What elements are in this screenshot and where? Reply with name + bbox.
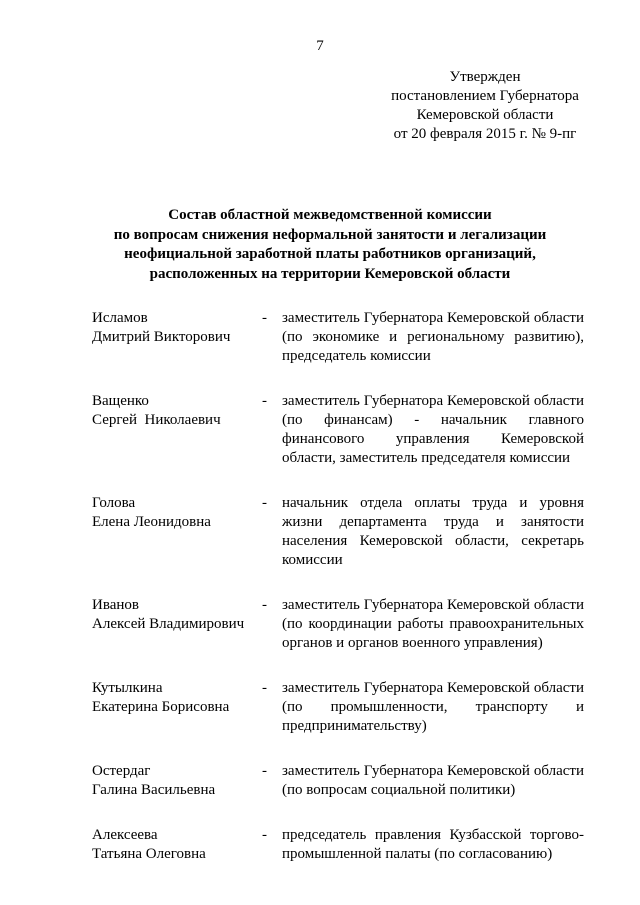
member-given-name: Дмитрий Викторович <box>92 329 231 345</box>
member-role: заместитель Губернатора Кемеровской области (по вопросам социальной политики) <box>282 763 584 798</box>
member-given-name: Сергей Николаевич <box>92 412 221 428</box>
approval-line: постановлением Губернатора <box>391 88 579 104</box>
title-line: Состав областной межведомственной комиссии <box>168 207 492 223</box>
member-role: заместитель Губернатора Кемеровской области (по промышленности, транспорту и предпринимательству) <box>282 680 584 734</box>
member-item <box>92 762 584 800</box>
member-surname: Голова <box>92 495 136 511</box>
member-item <box>92 826 584 864</box>
member-name <box>92 826 260 864</box>
member-given-name: Алексей Владимирович <box>92 616 245 632</box>
approval-line: Утвержден <box>449 69 521 85</box>
member-role: начальник отдела оплаты труда и уровня жизни департамента труда и занятости населения Кемеровской области, секретарь комиссии <box>282 495 584 568</box>
member-given-name: Галина Васильевна <box>92 782 216 798</box>
member-item <box>92 309 584 366</box>
member-dash: - <box>262 763 267 779</box>
title-line: неофициальной заработной платы работников организаций, <box>124 246 536 262</box>
member-surname: Кутылкина <box>92 680 163 696</box>
approval-date-line: от 20 февраля 2015 г. № 9-пг <box>393 126 577 142</box>
member-given-name: Екатерина Борисовна <box>92 699 230 715</box>
page-number: 7 <box>316 38 324 54</box>
member-item <box>92 494 584 570</box>
member-dash: - <box>262 827 267 843</box>
member-surname: Алексеева <box>92 827 158 843</box>
member-dash: - <box>262 680 267 696</box>
member-role: председатель правления Кузбасской торгово-промышленной палаты (по согласованию) <box>282 827 584 862</box>
document-title <box>60 206 600 284</box>
title-line: по вопросам снижения неформальной занятости и легализации <box>113 226 547 243</box>
member-surname: Ващенко <box>92 393 149 409</box>
member-name <box>92 392 260 430</box>
approval-line: Кемеровской области <box>416 107 554 123</box>
member-name <box>92 596 260 634</box>
title-line: расположенных на территории Кемеровской области <box>149 265 511 282</box>
approval-stamp <box>360 68 610 144</box>
member-dash: - <box>262 495 267 511</box>
member-dash: - <box>262 597 267 613</box>
member-role: заместитель Губернатора Кемеровской области (по экономике и региональному развитию), председатель комиссии <box>282 310 584 364</box>
member-dash: - <box>262 310 267 326</box>
member-name <box>92 309 260 347</box>
member-surname: Иванов <box>92 597 139 613</box>
member-list <box>92 309 584 864</box>
member-surname: Исламов <box>92 310 148 326</box>
member-given-name: Татьяна Олеговна <box>92 846 206 862</box>
member-given-name: Елена Леонидовна <box>92 514 211 530</box>
member-dash: - <box>262 393 267 409</box>
member-surname: Остердаг <box>92 763 151 779</box>
member-item <box>92 392 584 468</box>
member-name <box>92 679 260 717</box>
member-item <box>92 679 584 736</box>
member-role: заместитель Губернатора Кемеровской области (по координации работы правоохранительных органов и органов военного управления) <box>282 597 584 651</box>
member-name <box>92 494 260 532</box>
member-role: заместитель Губернатора Кемеровской области (по финансам) - начальник главного финансового управления Кемеровской области, заместитель председателя комиссии <box>282 393 584 466</box>
member-name <box>92 762 260 800</box>
member-item <box>92 596 584 653</box>
